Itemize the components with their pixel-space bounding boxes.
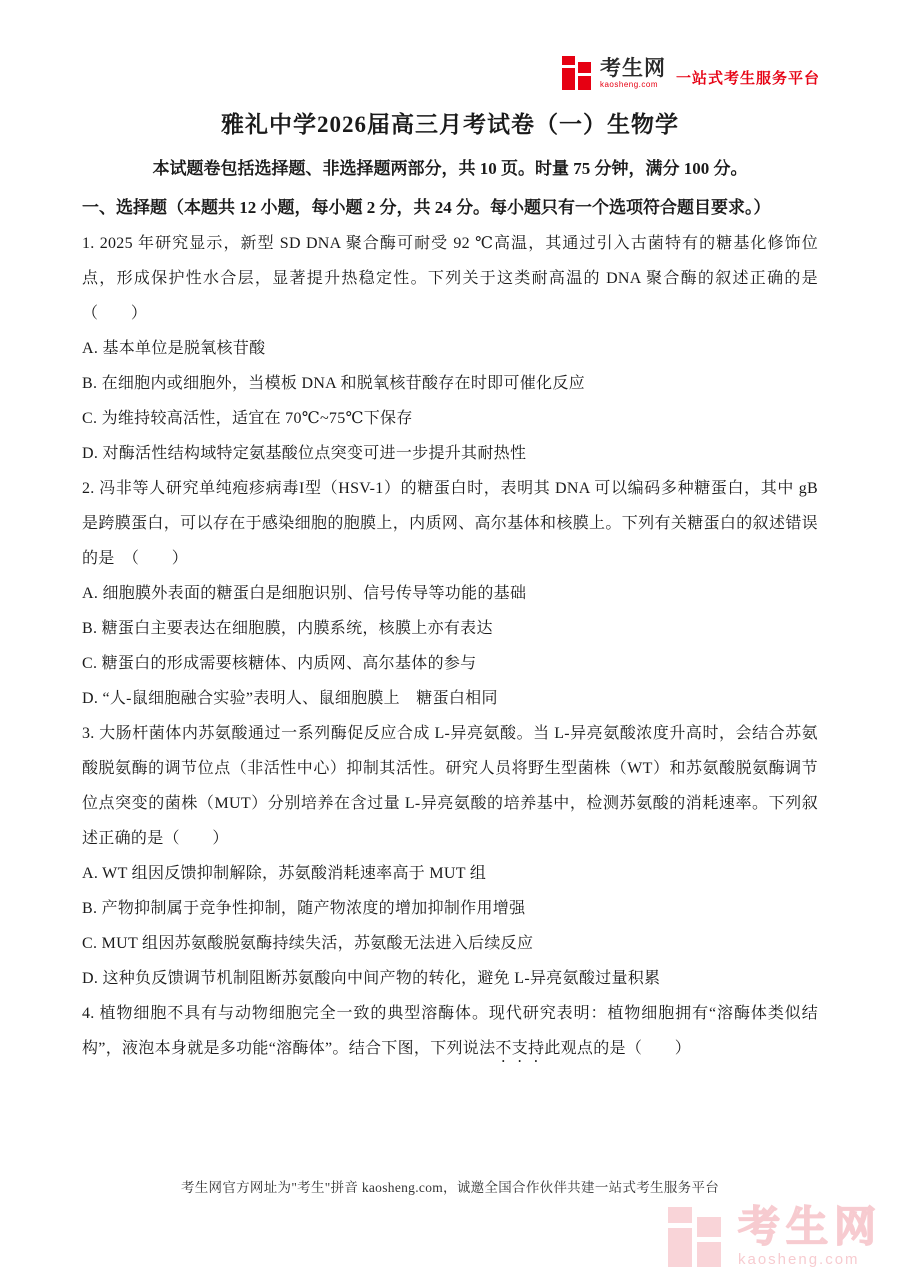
question-3-option-d: D. 这种负反馈调节机制阻断苏氨酸向中间产物的转化，避免 L-异亮氨酸过量积累	[82, 970, 661, 987]
question-1-option-b: B. 在细胞内或细胞外，当模板 DNA 和脱氧核苷酸存在时即可催化反应	[82, 375, 585, 392]
kaosheng-logo-text	[600, 58, 666, 89]
question-4	[82, 996, 818, 1066]
question-2-option-b: B. 糖蛋白主要表达在细胞膜，内膜系统，核膜上亦有表达	[82, 620, 493, 637]
question-1-option-d: D. 对酶活性结构域特定氨基酸位点突变可进一步提升其耐热性	[82, 445, 527, 462]
kaosheng-watermark-icon	[668, 1207, 726, 1267]
exam-info-line: 本试题卷包括选择题、非选择题两部分，共 10 页。时量 75 分钟，满分 100 分。	[152, 159, 748, 178]
question-2-option-a: A. 细胞膜外表面的糖蛋白是细胞识别、信号传导等功能的基础	[82, 585, 527, 602]
page-footer	[0, 1176, 900, 1196]
site-header	[562, 56, 820, 90]
question-3-stem: 3. 大肠杆菌体内苏氨酸通过一系列酶促反应合成 L-异亮氨酸。当 L-异亮氨酸浓度升高时，会结合苏氨酸脱氨酶的调节位点（非活性中心）抑制其活性。研究人员将野生型菌株（WT）和苏氨酸脱氨酶调节位点突变的菌株（MUT）分别培养在含过量 L-异亮氨酸的培养基中，检测苏氨酸的消耗速率。下列叙述正确的是（ ）	[82, 725, 818, 847]
question-2-stem: 2. 冯非等人研究单纯疱疹病毒I型（HSV-1）的糖蛋白时，表明其 DNA 可以编码多种糖蛋白，其中 gB 是跨膜蛋白，可以存在于感染细胞的胞膜上，内质网、高尔基体和核膜上。下列有关糖蛋白的叙述错误的是 （ ）	[82, 480, 818, 567]
section-heading: 一、选择题（本题共 12 小题，每小题 2 分，共 24 分。每小题只有一个选项符合题目要求。）	[82, 198, 771, 217]
question-list	[82, 226, 818, 1066]
kaosheng-watermark-text	[737, 1203, 882, 1268]
kaosheng-logo-icon	[562, 56, 594, 90]
brand-tagline: 一站式考生服务平台	[675, 70, 820, 87]
question-3	[82, 716, 818, 996]
page-title: 雅礼中学2026届高三月考试卷（一）生物学	[221, 112, 679, 137]
kaosheng-logo[interactable]	[562, 56, 666, 90]
question-3-option-a: A. WT 组因反馈抑制解除，苏氨酸消耗速率高于 MUT 组	[82, 865, 487, 882]
question-2-option-c: C. 糖蛋白的形成需要核糖体、内质网、高尔基体的参与	[82, 655, 477, 672]
brand-name: 考生网	[599, 56, 666, 80]
brand-domain: kaosheng.com	[599, 79, 659, 89]
question-2	[82, 471, 818, 716]
question-4-stem-emphasis: 不支持	[495, 1040, 545, 1057]
question-1-option-a: A. 基本单位是脱氧核苷酸	[82, 340, 266, 357]
question-1-stem: 1. 2025 年研究显示，新型 SD DNA 聚合酶可耐受 92 ℃高温，其通过引入古菌特有的糖基化修饰位点，形成保护性水合层，显著提升热稳定性。下列关于这类耐高温的 DNA 聚合酶的叙述正确的是（ ）	[82, 235, 818, 322]
watermark-brand-name: 考生网	[737, 1203, 882, 1250]
kaosheng-watermark	[668, 1203, 882, 1268]
question-4-stem	[82, 996, 818, 1066]
question-2-option-d: D. “人-鼠细胞融合实验”表明人、鼠细胞膜上 糖蛋白相同	[82, 690, 498, 707]
question-3-option-c: C. MUT 组因苏氨酸脱氨酶持续失活，苏氨酸无法进入后续反应	[82, 935, 534, 952]
question-4-stem-post: 此观点的是（ ）	[544, 1040, 692, 1057]
footer-text: 考生网官方网址为"考生"拼音 kaosheng.com，诚邀全国合作伙伴共建一站式考生服务平台	[180, 1180, 720, 1195]
watermark-brand-domain: kaosheng.com	[737, 1251, 860, 1268]
exam-document	[82, 102, 818, 1066]
question-1	[82, 226, 818, 471]
question-3-option-b: B. 产物抑制属于竞争性抑制，随产物浓度的增加抑制作用增强	[82, 900, 526, 917]
question-4-stem-pre: 4. 植物细胞不具有与动物细胞完全一致的典型溶酶体。现代研究表明：植物细胞拥有“溶酶体类似结构”，液泡本身就是多功能“溶酶体”。结合下图，下列说法	[82, 1005, 818, 1057]
question-1-option-c: C. 为维持较高活性，适宜在 70℃~75℃下保存	[82, 410, 413, 427]
